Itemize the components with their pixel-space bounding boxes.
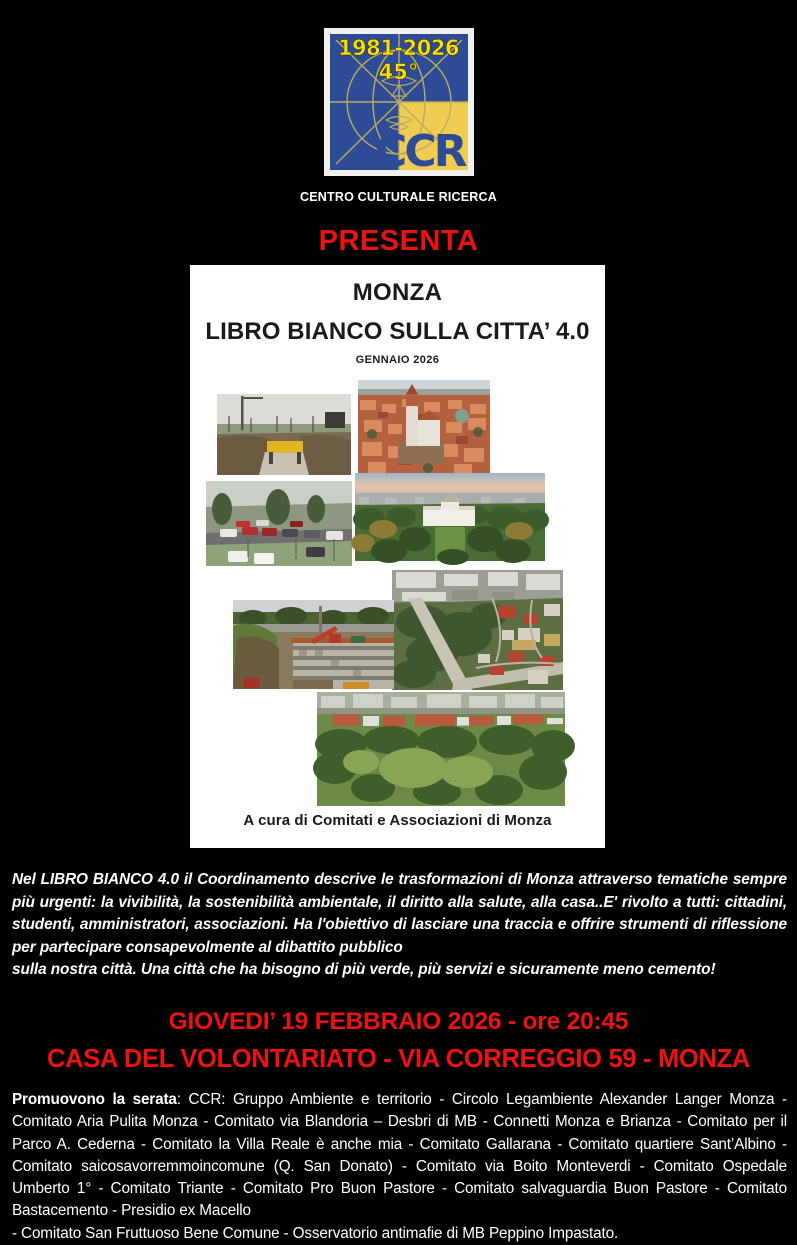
- photo-building-site: [233, 600, 394, 689]
- book-cover-card: [190, 265, 605, 848]
- logo-artwork: [330, 34, 468, 177]
- logo-anniversary-text: 45°: [378, 60, 419, 84]
- logo-acronym-text: CCR: [375, 126, 465, 177]
- photo-underpass-construction: [217, 394, 351, 475]
- photo-green-area-aerial: [317, 692, 565, 806]
- logo-years-text: 1981-2026: [337, 36, 460, 60]
- organization-name: CENTRO CULTURALE RICERCA: [300, 190, 497, 204]
- photo-satellite-district: [392, 570, 563, 690]
- description-paragraph: [12, 869, 787, 982]
- event-venue-line: CASA DEL VOLONTARIATO - VIA CORREGGIO 59 - MONZA: [47, 1045, 750, 1073]
- cover-credit-text: A cura di Comitati e Associazioni di Monza: [243, 812, 552, 829]
- cover-city-title: MONZA: [352, 279, 443, 306]
- cover-main-title: LIBRO BIANCO SULLA CITTA’ 4.0: [205, 318, 590, 345]
- promoters-lead-label: Promuovono la serata: [12, 1091, 177, 1108]
- logo-container: [0, 28, 797, 176]
- promoters-body-text: : CCR: Gruppo Ambiente e territorio - Circolo Legambiente Alexander Langer Monza - Comitato Aria Pulita Monza - Comitato via Blandoria – Desbri di MB - Connetti Monza e Brianza - Comitato per il Parco A. Cederna - Comitato la Villa Reale è anche mia - Comitato Gallarana - Comitato quartiere Sant’Albino - Comitato saicosavorremmoincomune (Q. San Donato) - Comitato via Boito Monteverdi - Comitato Ospedale Umberto 1° - Comitato Triante - Comitato Pro Buon Pastore - Comitato salvaguardia Buon Pastore - Comitato Bastacemento - Presidio ex Macello: [12, 1091, 787, 1220]
- photo-villa-reale-aerial: [355, 473, 545, 561]
- event-date-line: GIOVEDI’ 19 FEBBRAIO 2026 - ore 20:45: [168, 1008, 629, 1035]
- presents-label: PRESENTA: [318, 225, 479, 257]
- ccr-logo: [324, 28, 474, 176]
- photo-duomo-aerial: [358, 380, 490, 474]
- cover-date-label: GENNAIO 2026: [355, 354, 440, 366]
- photo-traffic-jam: [206, 481, 352, 566]
- description-last-line: sulla nostra città. Una città che ha bisogno di più verde, più servizi e sicuramente meno cemento!: [12, 961, 716, 979]
- promoters-list: [12, 1089, 787, 1245]
- description-main-text: Nel LIBRO BIANCO 4.0 il Coordinamento descrive le trasformazioni di Monza attraverso tematiche sempre più urgenti: la vivibilità, la sostenibilità ambientale, il diritto alla salute, alla casa..E' rivolto a tutti: cittadini, studenti, amministratori, associazioni. Ha l'obiettivo di lasciare una traccia e offrire strumenti di riflessione per partecipare consapevolmente al dibattito pubblico: [12, 871, 787, 956]
- promoters-last-line: - Comitato San Fruttuoso Bene Comune - Osservatorio antimafie di MB Peppino Impastato.: [12, 1224, 619, 1242]
